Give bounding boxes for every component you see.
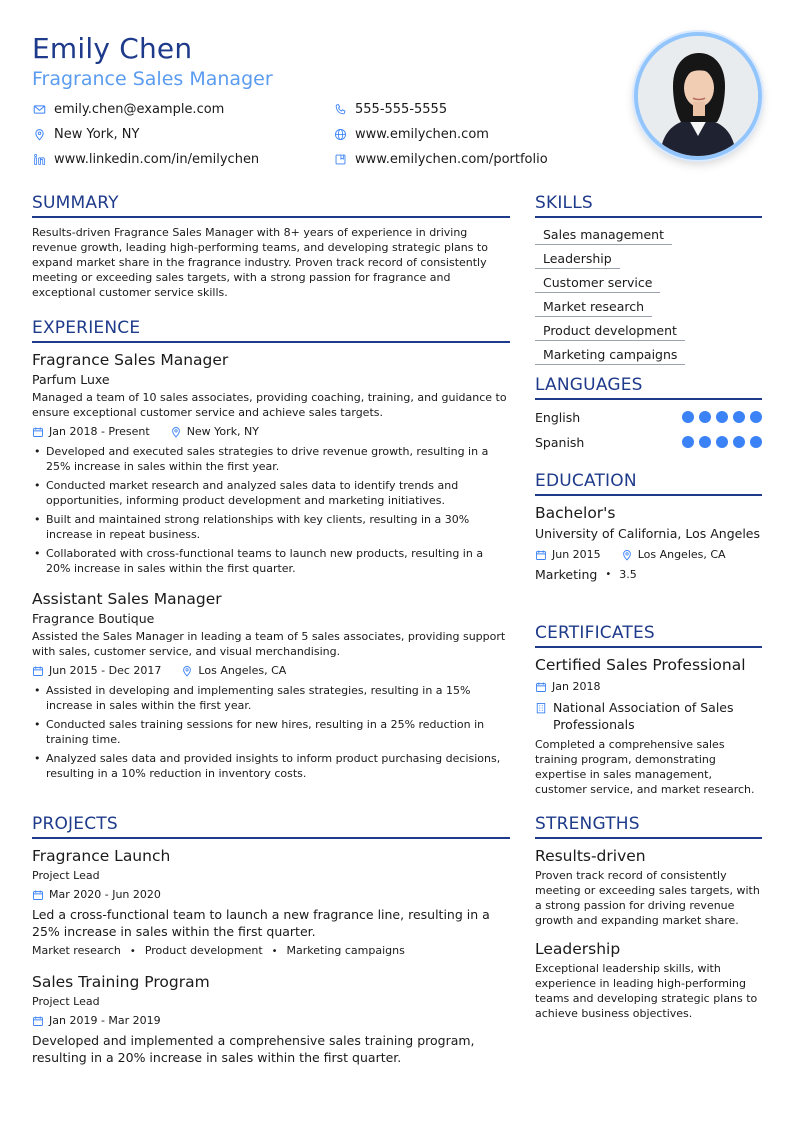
summary-text: Results-driven Fragrance Sales Manager with 8+ years of experience in driving revenue growth, leading high-performing teams, and developing strategic plans to expand market share in the fragrance industry. Proven track record of consistently meeting or exceeding sales targets, with a strong passion for fragrance and exceptional customer service skills.	[32, 226, 488, 299]
project-tag: Market research	[32, 944, 121, 957]
tag-separator: •	[129, 946, 136, 957]
skills-list	[535, 224, 762, 368]
skill-item: Marketing campaigns	[535, 345, 685, 365]
list-item: • Developed and executed sales strategies to drive revenue growth, resulting in a 25% increase in sales within the first year.	[32, 444, 510, 474]
language-name: English	[535, 409, 581, 425]
education-field: Marketing	[535, 567, 598, 582]
profile-photo	[634, 32, 762, 160]
level-dot	[682, 411, 694, 423]
projects-section	[32, 814, 510, 1066]
strength-description: Proven track record of consistently meeting or exceeding sales targets, with a strong passion for driving revenue growth and expanding market share.	[535, 869, 760, 927]
projects-heading: PROJECTS	[32, 814, 510, 839]
linkedin-icon	[32, 152, 46, 166]
job-dates: Jun 2015 - Dec 2017	[49, 664, 162, 677]
calendar-icon	[32, 426, 44, 438]
list-item: • Conducted market research and analyzed sales data to identify trends and opportunities, informing product development and marketing initiatives.	[32, 478, 510, 508]
location-pin-icon	[170, 426, 182, 438]
languages-heading: LANGUAGES	[535, 375, 762, 400]
level-dot	[716, 411, 728, 423]
mail-icon	[32, 102, 46, 116]
job-location: New York, NY	[186, 425, 259, 438]
list-item: • Built and maintained strong relationships with key clients, resulting in a 30% increase in repeat business.	[32, 512, 510, 542]
experience-heading: EXPERIENCE	[32, 318, 510, 343]
job-entry-2	[32, 590, 510, 781]
project-entry-2	[32, 973, 510, 1066]
project-description: Developed and implemented a comprehensive sales training program, resulting in a 20% increase in sales within the first quarter.	[32, 1033, 475, 1065]
project-description: Led a cross-functional team to launch a new fragrance line, resulting in a 25% increase in sales within the first quarter.	[32, 907, 490, 939]
education-degree: Bachelor's	[535, 504, 616, 522]
linkedin-text: www.linkedin.com/in/emilychen	[54, 151, 260, 167]
phone-text: 555-555-5555	[355, 101, 448, 117]
skill-item: Sales management	[535, 225, 672, 245]
certificates-section	[535, 623, 762, 797]
certificate-issuer-row	[535, 699, 762, 733]
location-pin-icon	[181, 665, 193, 677]
calendar-icon	[32, 665, 44, 677]
calendar-icon	[535, 549, 547, 561]
level-dot	[750, 411, 762, 423]
list-item: • Analyzed sales data and provided insights to inform product purchasing decisions, resulting in a 10% reduction in inventory costs.	[32, 751, 510, 781]
project-entry-1	[32, 847, 510, 959]
job-bullets	[32, 683, 510, 781]
list-item: • Assisted in developing and implementing sales strategies, resulting in a 15% increase in sales within the first year.	[32, 683, 510, 713]
certificate-description: Completed a comprehensive sales training program, demonstrating expertise in sales management, customer service, and market research.	[535, 738, 755, 796]
tag-separator: •	[271, 946, 278, 957]
job-title: Assistant Sales Manager	[32, 590, 222, 608]
level-dot	[733, 411, 745, 423]
website-text: www.emilychen.com	[355, 126, 489, 142]
strength-title: Results-driven	[535, 847, 646, 865]
candidate-name: Emily Chen	[32, 32, 193, 65]
location-pin-icon	[621, 549, 633, 561]
project-meta	[32, 887, 510, 902]
phone-icon	[333, 102, 347, 116]
contact-phone[interactable]	[333, 100, 447, 118]
project-tag: Marketing campaigns	[286, 944, 405, 957]
project-role: Project Lead	[32, 995, 100, 1008]
contact-portfolio[interactable]	[333, 150, 548, 168]
globe-icon	[333, 127, 347, 141]
language-row	[535, 408, 762, 426]
job-description: Managed a team of 10 sales associates, providing coaching, training, and guidance to ensure exceptional customer service and achieve sales targets.	[32, 391, 507, 419]
languages-section	[535, 375, 762, 451]
contact-linkedin[interactable]	[32, 150, 259, 168]
project-role: Project Lead	[32, 869, 100, 882]
calendar-icon	[32, 889, 44, 901]
project-tag: Product development	[144, 944, 263, 957]
certificate-meta	[535, 679, 762, 694]
location-pin-icon	[32, 127, 46, 141]
location-text: New York, NY	[54, 126, 140, 142]
project-dates: Jan 2019 - Mar 2019	[49, 1014, 161, 1027]
project-dates: Mar 2020 - Jun 2020	[49, 888, 161, 901]
education-meta	[535, 547, 762, 562]
building-icon	[535, 702, 547, 714]
summary-section	[32, 193, 510, 300]
skill-item: Leadership	[535, 249, 620, 269]
strengths-section	[535, 814, 762, 1021]
contact-location	[32, 125, 139, 143]
project-tags	[32, 943, 510, 959]
strength-title: Leadership	[535, 940, 621, 958]
project-meta	[32, 1013, 510, 1028]
email-text: emily.chen@example.com	[54, 101, 225, 117]
level-dot	[682, 436, 694, 448]
project-title: Fragrance Launch	[32, 847, 171, 865]
job-company: Parfum Luxe	[32, 372, 110, 387]
job-dates: Jan 2018 - Present	[49, 425, 150, 438]
job-meta	[32, 424, 510, 439]
skill-item: Market research	[535, 297, 652, 317]
skill-item: Customer service	[535, 273, 660, 293]
level-dot	[716, 436, 728, 448]
language-level-dots	[682, 411, 762, 423]
level-dot	[699, 436, 711, 448]
education-section	[535, 471, 762, 582]
job-description: Assisted the Sales Manager in leading a team of 5 sales associates, providing support with sales, customer service, and visual merchandising.	[32, 630, 506, 658]
skill-item: Product development	[535, 321, 685, 341]
job-location: Los Angeles, CA	[198, 664, 287, 677]
level-dot	[733, 436, 745, 448]
skills-heading: SKILLS	[535, 193, 762, 218]
certificate-issuer: National Association of Sales Professionals	[553, 700, 734, 732]
summary-heading: SUMMARY	[32, 193, 510, 218]
education-date: Jun 2015	[552, 548, 601, 561]
education-school: University of California, Los Angeles	[535, 526, 761, 541]
strengths-heading: STRENGTHS	[535, 814, 762, 839]
certificate-title: Certified Sales Professional	[535, 656, 746, 674]
separator-dot: •	[605, 569, 612, 580]
experience-section	[32, 318, 510, 785]
skills-section	[535, 193, 762, 368]
certificates-heading: CERTIFICATES	[535, 623, 762, 648]
job-meta	[32, 663, 510, 678]
portfolio-text: www.emilychen.com/portfolio	[355, 151, 548, 167]
project-title: Sales Training Program	[32, 973, 210, 991]
calendar-icon	[32, 1015, 44, 1027]
portfolio-icon	[333, 152, 347, 166]
job-entry-1	[32, 351, 510, 576]
level-dot	[699, 411, 711, 423]
level-dot	[750, 436, 762, 448]
candidate-title: Fragrance Sales Manager	[32, 68, 273, 90]
contact-website[interactable]	[333, 125, 489, 143]
list-item: • Collaborated with cross-functional teams to launch new products, resulting in a 20% increase in sales within the first quarter.	[32, 546, 510, 576]
language-name: Spanish	[535, 434, 585, 450]
language-level-dots	[682, 436, 762, 448]
education-heading: EDUCATION	[535, 471, 762, 496]
job-bullets	[32, 444, 510, 576]
calendar-icon	[535, 681, 547, 693]
education-field-row	[535, 567, 762, 582]
education-gpa: 3.5	[619, 568, 637, 581]
job-title: Fragrance Sales Manager	[32, 351, 229, 369]
strength-description: Exceptional leadership skills, with experience in leading high-performing teams and developing strategic plans to achieve business objectives.	[535, 962, 758, 1020]
contact-email[interactable]	[32, 100, 224, 118]
education-location: Los Angeles, CA	[637, 548, 726, 561]
list-item: • Conducted sales training sessions for new hires, resulting in a 25% reduction in training time.	[32, 717, 510, 747]
certificate-date: Jan 2018	[552, 680, 601, 693]
job-company: Fragrance Boutique	[32, 611, 155, 626]
language-row	[535, 433, 762, 451]
